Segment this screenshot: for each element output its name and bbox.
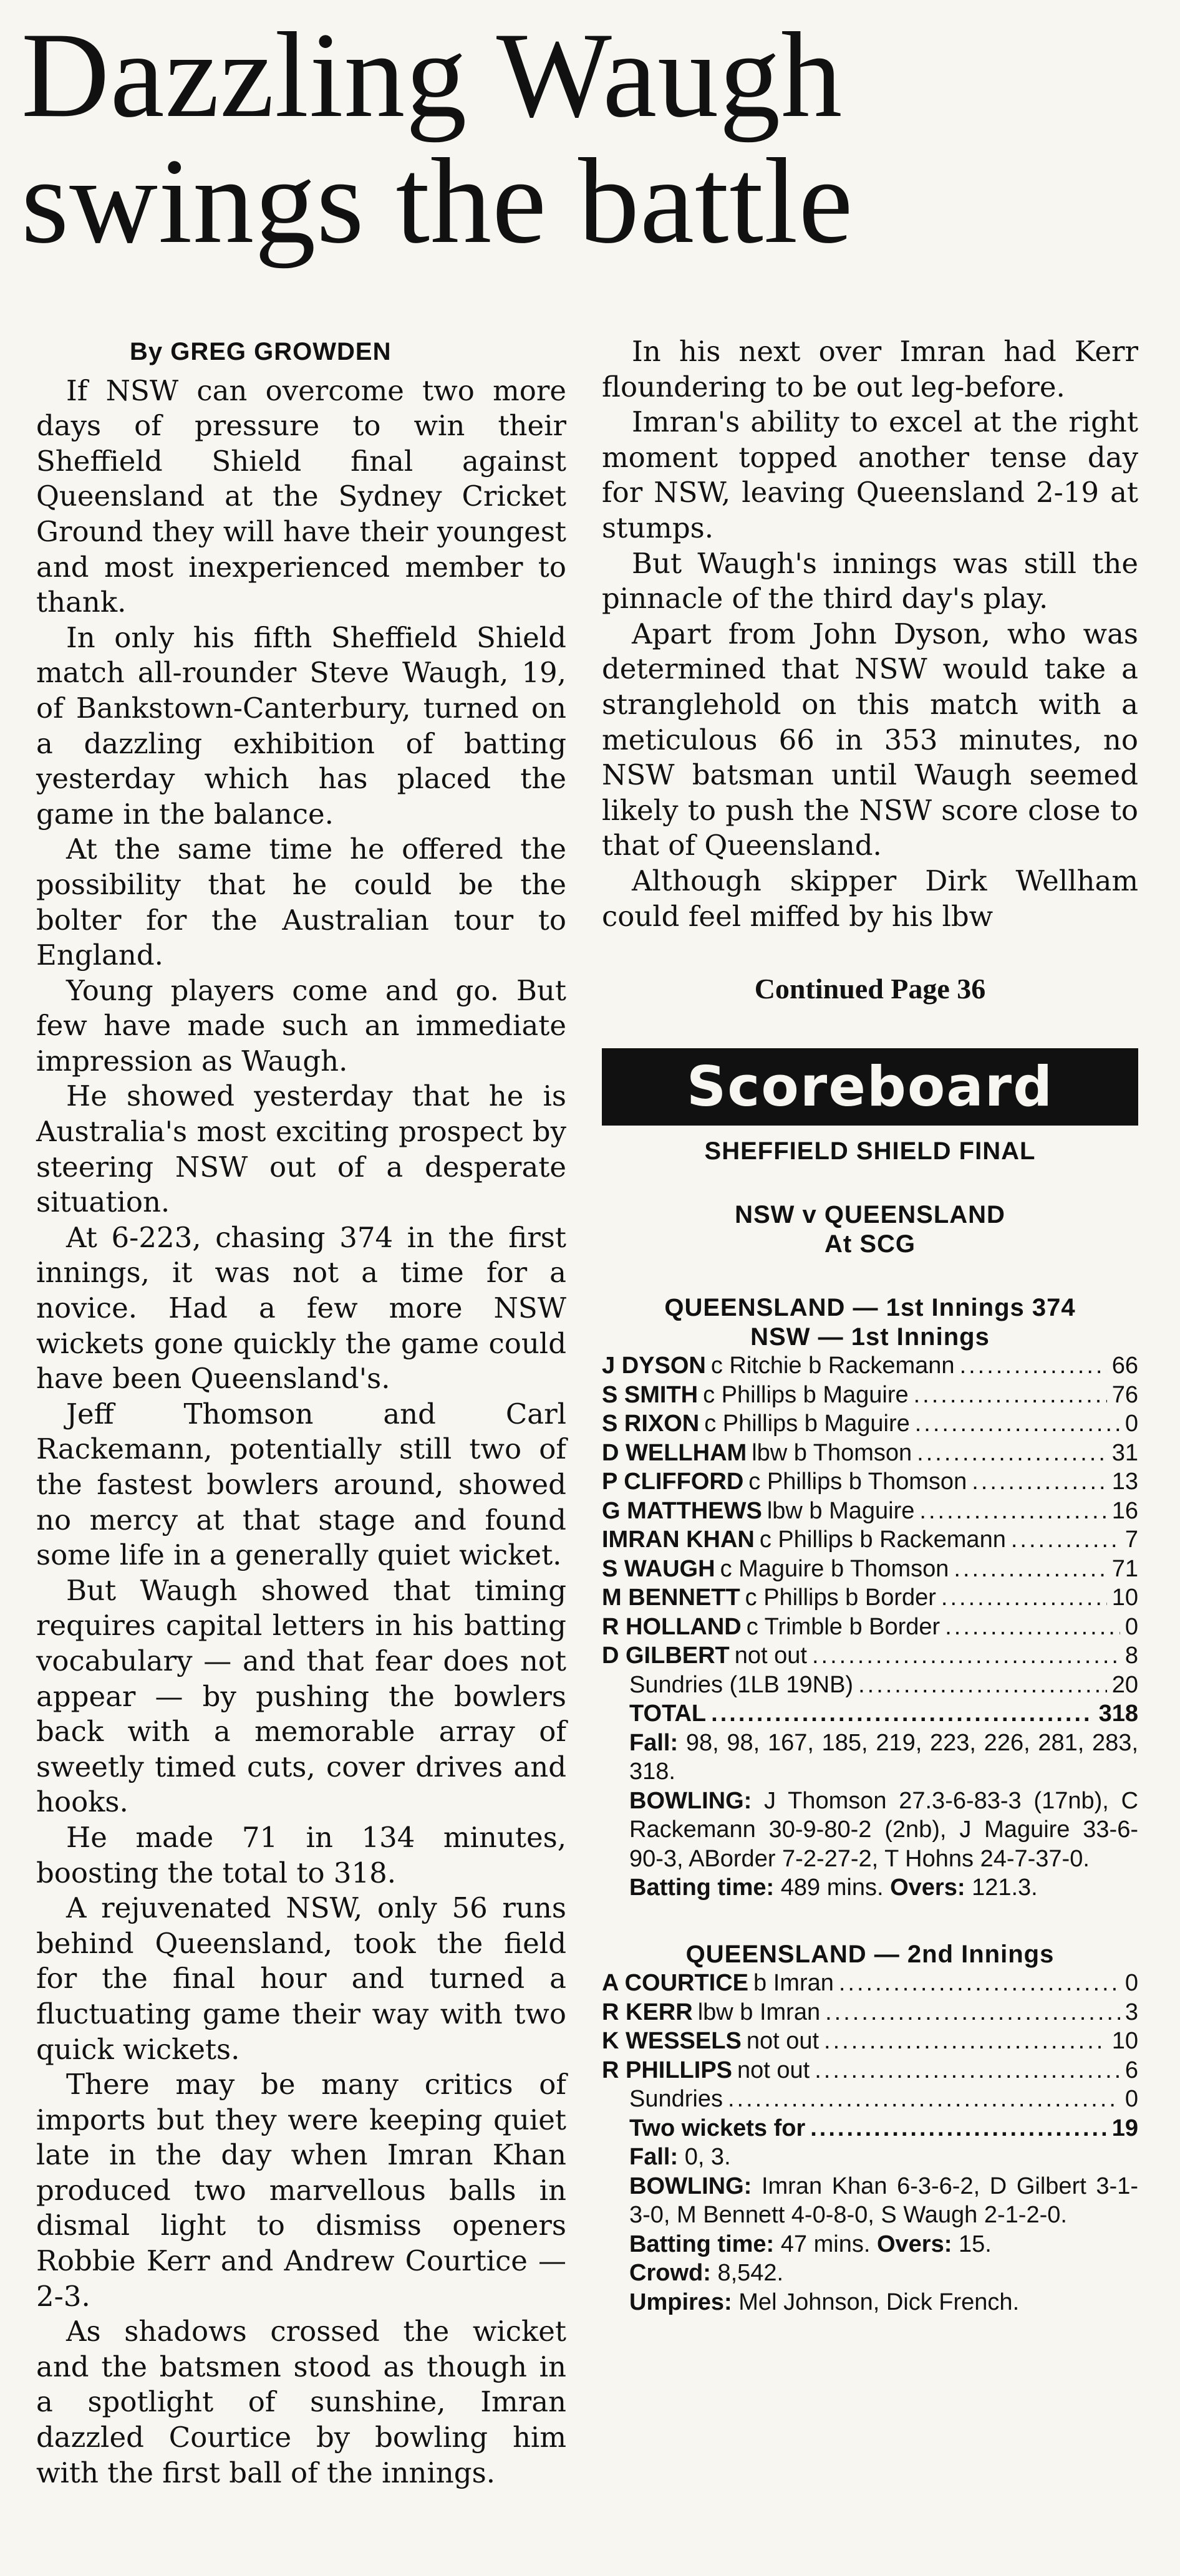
paragraph: If NSW can overcome two more days of pressure to win their Sheffield Shield final against Queensland at the Sydney Cricket Ground they will have their youngest and most inexperienced member to thank. (36, 374, 566, 619)
paragraph: He made 71 in 134 minutes, boosting the total to 318. (36, 1820, 566, 1889)
batsman-row (602, 1641, 1138, 1671)
batting-time-line (602, 2230, 1138, 2259)
batsman-name: P CLIFFORD (602, 1469, 744, 1495)
venue: At SCG (825, 1230, 916, 1258)
runs: 0 (1124, 1613, 1138, 1640)
runs: 6 (1124, 2057, 1138, 2083)
dismissal: c Phillips b Border (745, 1585, 936, 1611)
paragraph: Jeff Thomson and Carl Rackemann, potentially still two of the fastest bowlers around, showed no mercy at that stage and found some life in a generally quiet wicket. (36, 1397, 566, 1572)
batsman-name: S SMITH (602, 1381, 699, 1408)
runs: 71 (1111, 1555, 1138, 1582)
leader-dots (914, 1381, 1107, 1410)
umpires-line (602, 2288, 1138, 2317)
byline: By GREG GROWDEN (130, 338, 392, 365)
scoreboard-banner: Scoreboard (602, 1048, 1138, 1126)
runs: 76 (1111, 1381, 1138, 1408)
article-column-1 (36, 334, 566, 2491)
sundries-row (602, 1671, 1138, 1700)
paragraph: Although skipper Dirk Wellham could feel miffed by his lbw (602, 864, 1138, 933)
total-value: 318 (1098, 1700, 1138, 1727)
batsman-row (602, 2056, 1138, 2085)
batting-list (602, 1969, 1138, 2085)
fall-of-wickets (602, 2143, 1138, 2172)
fall-label: Fall: (629, 2144, 679, 2171)
batsman-row (602, 1351, 1138, 1381)
leader-dots (954, 1555, 1106, 1584)
dismissal: not out (734, 1643, 807, 1669)
bowling-label: BOWLING: (629, 2173, 752, 2199)
leader-dots (824, 2027, 1107, 2056)
batting-time-label: Batting time: (629, 1874, 775, 1901)
umpires-value: Mel Johnson, Dick French. (738, 2289, 1020, 2315)
leader-dots (960, 1351, 1107, 1381)
batsman-name: R PHILLIPS (602, 2057, 733, 2083)
sundries-row (602, 2085, 1138, 2114)
leader-dots (711, 1699, 1093, 1729)
paragraph: He showed yesterday that he is Australia's most exciting prospect by steering NSW out of a desperate situation. (36, 1079, 566, 1219)
sundries-value: 0 (1124, 2086, 1138, 2113)
paragraph: In only his fifth Sheffield Shield match all-rounder Steve Waugh, 19, of Bankstown-Canterbury, turned on a dazzling exhibition of batting yesterday which has placed the game in the balance. (36, 620, 566, 831)
batsman-name: S WAUGH (602, 1555, 715, 1582)
dismissal: c Phillips b Thomson (748, 1469, 967, 1495)
paragraph: Apart from John Dyson, who was determined that NSW would take a stranglehold on this match with a meticulous 66 in 353 minutes, no NSW batsman until Waugh seemed likely to push the NSW score close to that of Queensland. (602, 617, 1138, 862)
leader-dots (812, 1641, 1120, 1671)
batsman-row (602, 1613, 1138, 1642)
runs: 0 (1124, 1411, 1138, 1437)
dismissal: c Phillips b Maguire (704, 1411, 910, 1437)
batting-time-label: Batting time: (629, 2231, 775, 2257)
total-label: TOTAL (629, 1700, 707, 1727)
batsman-row (602, 1998, 1138, 2027)
fall-value: 0, 3. (684, 2144, 731, 2171)
batsman-row (602, 1439, 1138, 1468)
runs: 7 (1124, 1527, 1138, 1553)
total-row (602, 1699, 1138, 1729)
dismissal: c Phillips b Rackemann (759, 1527, 1006, 1553)
bowling-value: J Thomson 27.3-6-83-3 (17nb), C Rackemann 30-9-80-2 (2nb), J Maguire 33-6-90-3, ABorder 7-2-27-2, T Hohns 24-7-37-0. (629, 1787, 1139, 1872)
leader-dots (815, 2056, 1120, 2085)
leader-dots (728, 2085, 1120, 2114)
overs-label: Overs: (890, 1874, 965, 1901)
batsman-name: R KERR (602, 1999, 693, 2025)
runs: 13 (1111, 1469, 1138, 1495)
overs-value: 121.3. (972, 1874, 1038, 1901)
dismissal: b Imran (753, 1970, 834, 1997)
crowd-line (602, 2259, 1138, 2288)
bowling-figures (602, 1787, 1138, 1874)
batsman-row (602, 1381, 1138, 1410)
leader-dots (972, 1467, 1107, 1497)
paragraph: At the same time he offered the possibility that he could be the bolter for the Australian tour to England. (36, 832, 566, 972)
batting-time-value: 489 mins. (780, 1874, 884, 1901)
dismissal: lbw b Maguire (767, 1497, 915, 1524)
scoreboard (602, 1137, 1138, 2317)
runs: 3 (1124, 1999, 1138, 2025)
batsman-row (602, 1525, 1138, 1555)
batting-list (602, 1351, 1138, 1671)
overs-label: Overs: (876, 2231, 952, 2257)
leader-dots (810, 2114, 1106, 2143)
batsman-name: R HOLLAND (602, 1613, 742, 1640)
batting-time-line (602, 1873, 1138, 1903)
batsman-row (602, 1409, 1138, 1439)
leader-dots (1011, 1525, 1120, 1555)
paragraph: A rejuvenated NSW, only 56 runs behind Queensland, took the field for the final hour and turned a fluctuating game their way with two quick wickets. (36, 1891, 566, 2066)
dismissal: c Trimble b Border (746, 1613, 941, 1640)
batsman-name: G MATTHEWS (602, 1497, 762, 1524)
batsman-name: IMRAN KHAN (602, 1527, 755, 1553)
leader-dots (915, 1409, 1120, 1439)
fall-label: Fall: (629, 1729, 679, 1756)
batsman-row (602, 1497, 1138, 1526)
runs: 10 (1111, 1585, 1138, 1611)
overs-value: 15. (958, 2231, 992, 2257)
paragraph: Imran's ability to excel at the right moment topped another tense day for NSW, leaving Queensland 2-19 at stumps. (602, 405, 1138, 544)
paragraph: As shadows crossed the wicket and the batsmen stood as though in a spotlight of sunshine, Imran dazzled Courtice by bowling him with the first ball of the innings. (36, 2315, 566, 2489)
leader-dots (919, 1497, 1106, 1526)
runs: 66 (1111, 1353, 1138, 1379)
batsman-name: S RIXON (602, 1411, 700, 1437)
batsman-name: M BENNETT (602, 1585, 740, 1611)
innings-heading: NSW — 1st Innings (750, 1323, 990, 1351)
total-label: Two wickets for (629, 2115, 806, 2141)
fall-value: 98, 98, 167, 185, 219, 223, 226, 281, 283, 318. (629, 1729, 1139, 1785)
dismissal: c Ritchie b Rackemann (710, 1353, 955, 1379)
dismissal: not out (737, 2057, 810, 2083)
total-row (602, 2114, 1138, 2143)
leader-dots (825, 1998, 1120, 2027)
bowling-figures (602, 2172, 1138, 2230)
batsman-name: A COURTICE (602, 1970, 749, 1997)
batsman-row (602, 1555, 1138, 1584)
total-value: 19 (1111, 2115, 1138, 2141)
leader-dots (917, 1439, 1107, 1468)
match-title: NSW v QUEENSLAND (735, 1201, 1005, 1229)
batsman-name: K WESSELS (602, 2028, 742, 2055)
paragraph: But Waugh's innings was still the pinnacle of the third day's play. (602, 546, 1138, 615)
runs: 0 (1124, 1970, 1138, 1997)
dismissal: lbw b Thomson (752, 1439, 912, 1466)
innings-heading: QUEENSLAND — 2nd Innings (685, 1940, 1055, 1968)
headline-line-1: Dazzling Waugh (21, 7, 843, 143)
bowling-value: Imran Khan 6-3-6-2, D Gilbert 3-1-3-0, M Bennett 4-0-8-0, S Waugh 2-1-2-0. (629, 2173, 1138, 2229)
sundries-label: Sundries (1LB 19NB) (629, 1671, 854, 1698)
leader-dots (941, 1583, 1107, 1613)
crowd-label: Crowd: (629, 2260, 711, 2287)
runs: 16 (1111, 1497, 1138, 1524)
runs: 10 (1111, 2028, 1138, 2055)
leader-dots (858, 1671, 1107, 1700)
batting-time-value: 47 mins. (780, 2231, 871, 2257)
fall-of-wickets (602, 1729, 1138, 1787)
umpires-label: Umpires: (629, 2289, 732, 2315)
headline-line-2: swings the battle (21, 133, 854, 269)
leader-dots (945, 1613, 1120, 1642)
innings-heading: QUEENSLAND — 1st Innings 374 (664, 1294, 1076, 1322)
paragraph: In his next over Imran had Kerr floundering to be out leg-before. (602, 335, 1138, 403)
dismissal: lbw b Imran (697, 1999, 821, 2025)
paragraph: There may be many critics of imports but they were keeping quiet late in the day when Imran Khan produced two marvellous balls in dismal light to dismiss openers Robbie Kerr and Andrew Courtice — 2-3. (36, 2068, 566, 2313)
competition-title: SHEFFIELD SHIELD FINAL (704, 1137, 1036, 1165)
batsman-name: J DYSON (602, 1353, 706, 1379)
article-column-2 (602, 334, 1138, 2317)
crowd-value: 8,542. (717, 2260, 784, 2287)
paragraph: Young players come and go. But few have made such an immediate impression as Waugh. (36, 973, 566, 1078)
bowling-label: BOWLING: (629, 1787, 752, 1814)
dismissal: not out (746, 2028, 820, 2055)
batsman-row (602, 2027, 1138, 2056)
dismissal: c Maguire b Thomson (720, 1555, 949, 1582)
sundries-label: Sundries (629, 2086, 723, 2113)
runs: 8 (1124, 1643, 1138, 1669)
dismissal: c Phillips b Maguire (703, 1381, 909, 1408)
batsman-name: D WELLHAM (602, 1439, 747, 1466)
headline (21, 7, 1163, 269)
sundries-value: 20 (1111, 1671, 1138, 1698)
continued-notice: Continued Page 36 (754, 973, 986, 1005)
paragraph: But Waugh showed that timing requires capital letters in his batting vocabulary — and that fear does not appear — by pushing the bowlers back with a memorable array of sweetly timed cuts, cover drives and hooks. (36, 1573, 566, 1819)
batsman-row (602, 1583, 1138, 1613)
batsman-row (602, 1467, 1138, 1497)
batsman-row (602, 1969, 1138, 1998)
runs: 31 (1111, 1439, 1138, 1466)
leader-dots (839, 1969, 1120, 1998)
paragraph: At 6-223, chasing 374 in the first innings, it was not a time for a novice. Had a few more NSW wickets gone quickly the game could have been Queensland's. (36, 1220, 566, 1396)
batsman-name: D GILBERT (602, 1643, 730, 1669)
